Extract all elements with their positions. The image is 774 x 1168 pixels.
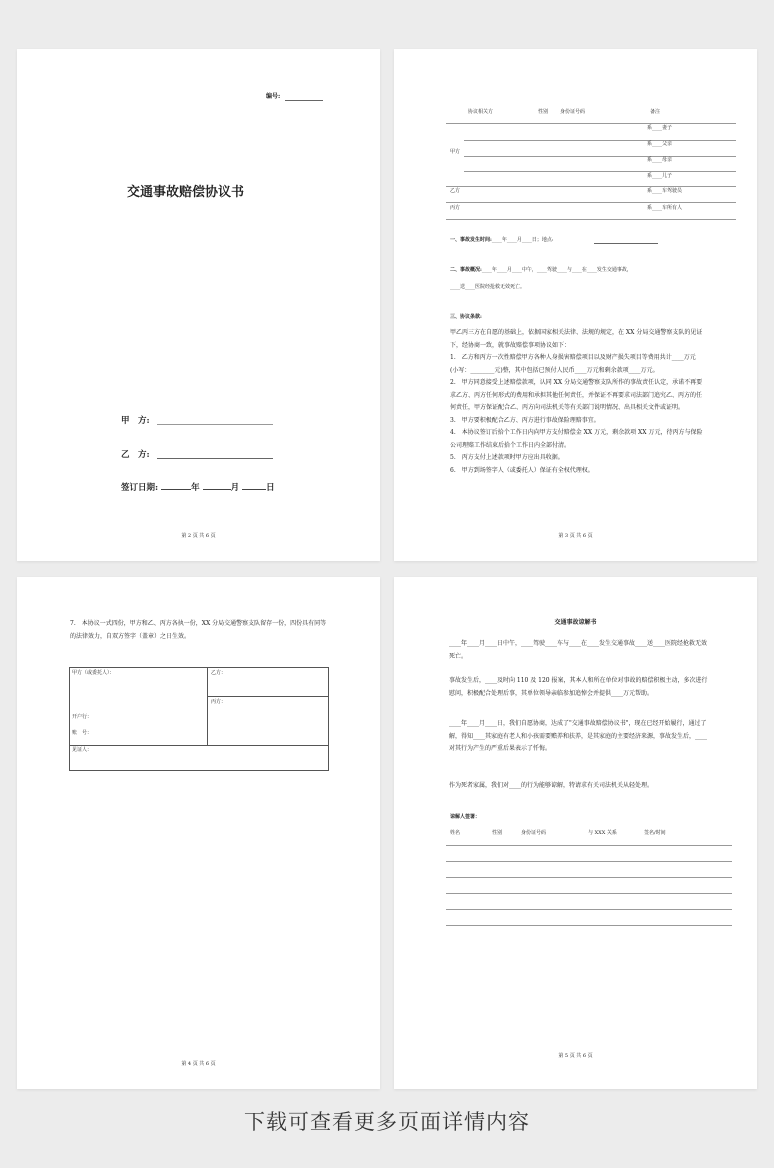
sign-date-label: 签订日期:: [121, 483, 159, 493]
document-title: 交通事故赔偿协议书: [127, 185, 245, 200]
clauses-intro: 甲乙丙三方在自愿的基础上，依据国家相关法律、法规的规定，在 XX 分局交通警察支队的见证下，经协商一致，就事故赔偿事项协议如下：: [450, 329, 703, 349]
number-blank: [285, 100, 323, 101]
box-party-yi: 乙方：: [211, 670, 227, 676]
box-party-jia: 甲方（或委托人）：: [72, 670, 115, 676]
party-yi: 乙方: [450, 188, 461, 194]
section-time: 一、事故发生时间:____年____月____日；地点:: [450, 237, 554, 243]
page-footer: 第 5 页 共 6 页: [558, 1053, 593, 1059]
relation-3: 系____母亲: [647, 157, 673, 163]
download-caption[interactable]: 下载可查看更多页面详情内容: [244, 1110, 530, 1134]
section-overview-heading: 二、事故概况:: [450, 267, 482, 273]
understanding-p4: 作为死者家属，我们对____的行为能够谅解，特请求有关司法机关从轻处理。: [449, 782, 654, 789]
understanding-p2: 事故发生后，____及时向 110 及 120 报案，其本人和所在单位对事故的赔偿积极主动，多次进行慰问，积极配合处理后事，其单位领导亲临参加追悼会并提供____万元帮助。: [449, 677, 708, 697]
section-clauses-heading: 三、协议条款:: [450, 314, 482, 320]
clause-2: 2. 甲方同意接受上述赔偿款项，认同 XX 分局交通警察支队所作的事故责任认定，承诺不再要求乙方、丙方任何形式的费用和承担其他任何责任，并保证不再要求司法部门追究乙、丙方的任何责任，甲方保证配合乙、丙方向司法机关等有关部门说明情况、出具相关文件或证明。: [450, 379, 703, 411]
box-witness: 见证人：: [72, 747, 93, 753]
clause-3: 3. 甲方要积极配合乙方、丙方进行事故保险理赔事宜。: [450, 416, 600, 424]
party-jia: 甲方: [450, 149, 461, 155]
relation-6: 系____车所有人: [647, 205, 683, 211]
number-label: 编号:: [266, 93, 281, 100]
table-header-gender: 性别: [538, 109, 549, 115]
box-account: 账 号：: [72, 730, 93, 736]
page-footer: 第 2 页 共 6 页: [181, 533, 216, 539]
understanding-p3: ____年____月____日，我们自愿协商，达成了"交通事故赔偿协议书"，现在已经开始履行，通过了解，得知____其家庭有老人和小孩需要赡养和扶养，是其家庭的主要经济来源，事故发生后，____对其行为产生的严重后果表示了忏悔。: [449, 720, 708, 752]
relation-5: 系____车驾驶员: [647, 188, 683, 194]
understanding-p1: ____年____月____日中午，____驾驶____车与____在____发生交通事故____送____医院经抢救无效死亡。: [449, 640, 708, 660]
sign-date-row: [121, 481, 275, 493]
signers-header-gender: 性别: [492, 830, 503, 836]
document-page-clauses: [394, 49, 757, 561]
signers-header-sign: 签名/时间: [644, 830, 666, 836]
understanding-title: 交通事故谅解书: [554, 619, 597, 626]
day-label: 日: [266, 483, 275, 493]
section-overview-line2: ____送____医院经抢救无效死亡。: [450, 284, 526, 290]
relation-1: 系____妻子: [647, 125, 673, 131]
clause-1: 1. 乙方和丙方一次性赔偿甲方各种人身损害赔偿项目以及财产损失项目等费用共计____万元(小写：________元)整，其中包括已预付人民币____万元和剩余款项____万元。: [450, 354, 696, 374]
clause-5: 5. 丙方支付上述款项时甲方应出具收据。: [450, 454, 564, 461]
signers-label: 谅解人签署：: [450, 814, 481, 820]
signers-header-relation: 与 XXX 关系: [588, 830, 617, 836]
section-overview: 二、事故概况:____年____月____中午，____驾驶____与____在____发生交通事故，: [450, 267, 632, 273]
table-header-id: 身份证号码: [560, 109, 586, 115]
page-footer: 第 4 页 共 6 页: [181, 1061, 216, 1067]
document-page-understanding: [394, 577, 757, 1089]
signers-header-id: 身份证号码: [521, 830, 547, 836]
clause-6: 6. 甲方到场签字人（或委托人）保证有全权代理权。: [450, 466, 594, 474]
table-header-note: 备注: [650, 109, 661, 115]
signers-header-name: 姓名: [450, 830, 461, 836]
document-page-signatures: [17, 577, 380, 1089]
document-page-cover: [17, 49, 380, 561]
page-footer: 第 3 页 共 6 页: [558, 533, 593, 539]
party-a-blank: [157, 424, 273, 425]
clauses-body: [450, 327, 704, 477]
party-bing: 丙方: [450, 205, 461, 211]
signature-table: [69, 667, 329, 771]
box-party-bing: 丙方：: [211, 699, 227, 705]
month-label: 月: [230, 483, 240, 493]
year-label: 年: [191, 483, 200, 493]
clause-4: 4. 本协议签订后拾个工作日内向甲方支付赔偿金 XX 万元，剩余款项 XX 万元，待丙方与保险公司理赔工作结束后拾个工作日内全部付清。: [450, 429, 703, 449]
table-header-party: 协议相关方: [468, 109, 494, 115]
party-b-label: 乙 方:: [121, 450, 150, 460]
party-b-blank: [157, 458, 273, 459]
section-time-heading: 一、事故发生时间:: [450, 237, 492, 243]
box-bank: 开户行：: [72, 714, 93, 720]
relation-4: 系____儿子: [647, 173, 673, 179]
clause-7: 7. 本协议一式四份，甲方和乙、丙方各执一份，XX 分局交通警察支队留存一份，四份具有同等的法律效力，自双方签字（盖章）之日生效。: [70, 620, 327, 640]
party-a-label: 甲 方:: [121, 416, 150, 426]
relation-2: 系____父亲: [647, 141, 673, 147]
